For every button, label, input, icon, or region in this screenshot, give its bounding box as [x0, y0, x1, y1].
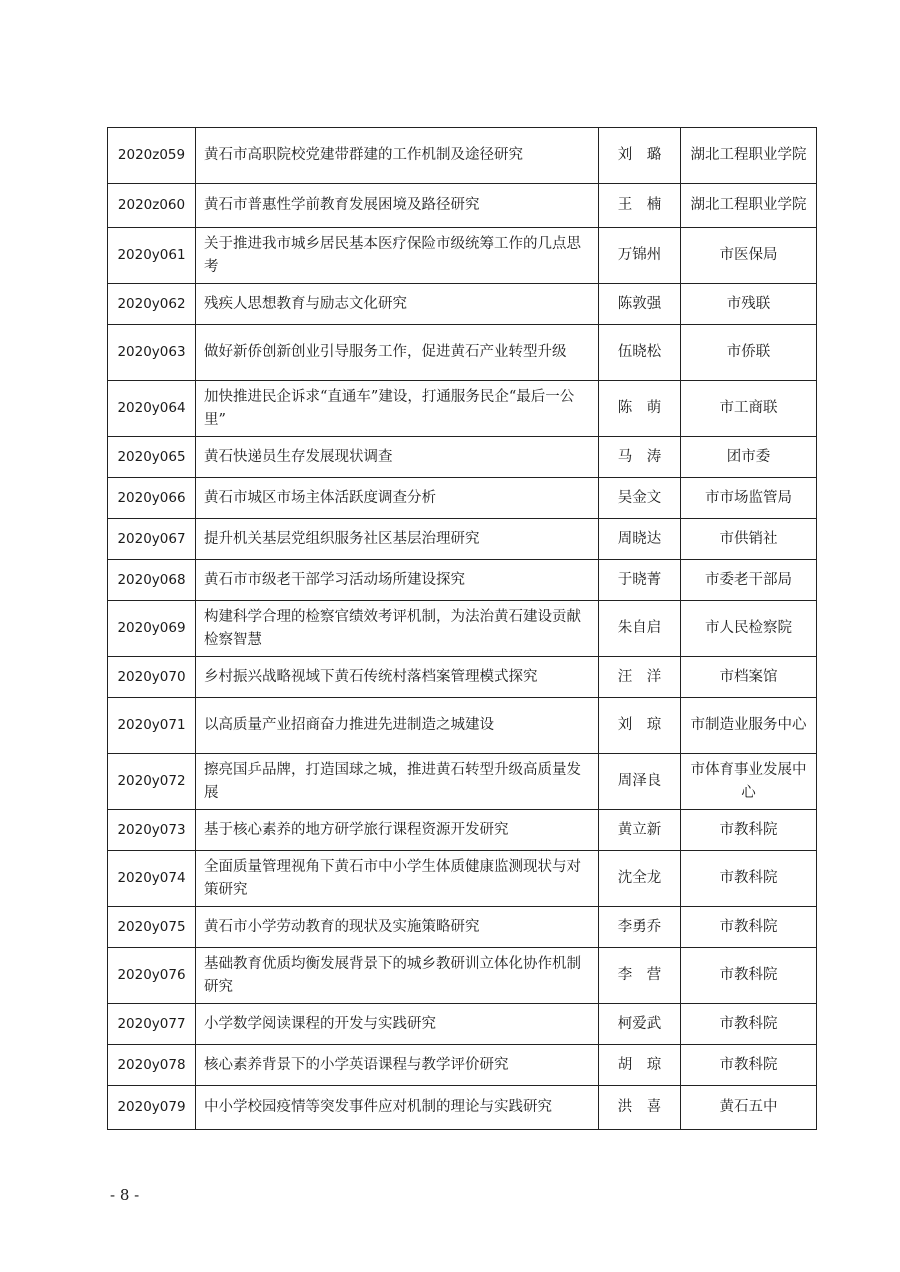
- table-row: [108, 478, 817, 519]
- project-code-cell: 2020z059: [108, 128, 196, 184]
- project-author-cell: 朱自启: [599, 601, 681, 657]
- project-unit-cell: 市教科院: [681, 851, 817, 907]
- table-body: [108, 128, 817, 1130]
- project-title-cell: 擦亮国乒品牌，打造国球之城，推进黄石转型升级高质量发展: [196, 754, 599, 810]
- project-unit-cell: 市人民检察院: [681, 601, 817, 657]
- project-title-cell: 做好新侨创新创业引导服务工作，促进黄石产业转型升级: [196, 325, 599, 381]
- project-author-cell: 周晓达: [599, 519, 681, 560]
- table-row: [108, 851, 817, 907]
- project-title-cell: 加快推进民企诉求“直通车”建设，打通服务民企“最后一公里”: [196, 381, 599, 437]
- project-author-cell: 胡 琼: [599, 1045, 681, 1086]
- project-unit-cell: 市市场监管局: [681, 478, 817, 519]
- project-table: [107, 127, 817, 1130]
- project-unit-cell: 湖北工程职业学院: [681, 128, 817, 184]
- project-unit-cell: 市教科院: [681, 1045, 817, 1086]
- project-title-cell: 黄石市小学劳动教育的现状及实施策略研究: [196, 907, 599, 948]
- project-code-cell: 2020y068: [108, 560, 196, 601]
- project-unit-cell: 市工商联: [681, 381, 817, 437]
- project-author-cell: 刘 琼: [599, 698, 681, 754]
- project-author-cell: 伍晓松: [599, 325, 681, 381]
- project-title-cell: 核心素养背景下的小学英语课程与教学评价研究: [196, 1045, 599, 1086]
- table-row: [108, 519, 817, 560]
- table-row: [108, 1045, 817, 1086]
- project-code-cell: 2020y070: [108, 657, 196, 698]
- project-title-cell: 基础教育优质均衡发展背景下的城乡教研训立体化协作机制研究: [196, 948, 599, 1004]
- project-code-cell: 2020y075: [108, 907, 196, 948]
- project-title-cell: 黄石市普惠性学前教育发展困境及路径研究: [196, 184, 599, 228]
- project-author-cell: 李勇乔: [599, 907, 681, 948]
- table-row: [108, 1004, 817, 1045]
- project-code-cell: 2020y065: [108, 437, 196, 478]
- table-row: [108, 560, 817, 601]
- project-code-cell: 2020y071: [108, 698, 196, 754]
- project-author-cell: 刘 璐: [599, 128, 681, 184]
- project-author-cell: 汪 洋: [599, 657, 681, 698]
- project-title-cell: 关于推进我市城乡居民基本医疗保险市级统筹工作的几点思考: [196, 228, 599, 284]
- project-unit-cell: 市档案馆: [681, 657, 817, 698]
- table-row: [108, 128, 817, 184]
- table-row: [108, 228, 817, 284]
- project-code-cell: 2020y078: [108, 1045, 196, 1086]
- project-title-cell: 提升机关基层党组织服务社区基层治理研究: [196, 519, 599, 560]
- project-title-cell: 中小学校园疫情等突发事件应对机制的理论与实践研究: [196, 1086, 599, 1130]
- project-code-cell: 2020y061: [108, 228, 196, 284]
- project-title-cell: 构建科学合理的检察官绩效考评机制，为法治黄石建设贡献检察智慧: [196, 601, 599, 657]
- table-row: [108, 325, 817, 381]
- project-code-cell: 2020y076: [108, 948, 196, 1004]
- project-unit-cell: 市教科院: [681, 907, 817, 948]
- project-unit-cell: 市制造业服务中心: [681, 698, 817, 754]
- project-author-cell: 王 楠: [599, 184, 681, 228]
- project-unit-cell: 黄石五中: [681, 1086, 817, 1130]
- project-code-cell: 2020y079: [108, 1086, 196, 1130]
- table-row: [108, 284, 817, 325]
- project-author-cell: 陈敦强: [599, 284, 681, 325]
- project-title-cell: 黄石市市级老干部学习活动场所建设探究: [196, 560, 599, 601]
- project-unit-cell: 团市委: [681, 437, 817, 478]
- project-code-cell: 2020y066: [108, 478, 196, 519]
- project-unit-cell: 市体育事业发展中心: [681, 754, 817, 810]
- project-author-cell: 周泽良: [599, 754, 681, 810]
- project-code-cell: 2020y062: [108, 284, 196, 325]
- project-title-cell: 全面质量管理视角下黄石市中小学生体质健康监测现状与对策研究: [196, 851, 599, 907]
- project-code-cell: 2020y069: [108, 601, 196, 657]
- project-unit-cell: 市教科院: [681, 948, 817, 1004]
- project-author-cell: 黄立新: [599, 810, 681, 851]
- project-title-cell: 基于核心素养的地方研学旅行课程资源开发研究: [196, 810, 599, 851]
- project-title-cell: 小学数学阅读课程的开发与实践研究: [196, 1004, 599, 1045]
- project-author-cell: 万锦州: [599, 228, 681, 284]
- project-title-cell: 黄石市城区市场主体活跃度调查分析: [196, 478, 599, 519]
- project-author-cell: 吴金文: [599, 478, 681, 519]
- project-unit-cell: 市残联: [681, 284, 817, 325]
- project-code-cell: 2020y072: [108, 754, 196, 810]
- project-unit-cell: 市教科院: [681, 1004, 817, 1045]
- project-code-cell: 2020y073: [108, 810, 196, 851]
- project-unit-cell: 市教科院: [681, 810, 817, 851]
- table-row: [108, 1086, 817, 1130]
- project-unit-cell: 市供销社: [681, 519, 817, 560]
- project-author-cell: 洪 喜: [599, 1086, 681, 1130]
- table-row: [108, 601, 817, 657]
- project-title-cell: 黄石快递员生存发展现状调查: [196, 437, 599, 478]
- project-author-cell: 李 营: [599, 948, 681, 1004]
- project-unit-cell: 市侨联: [681, 325, 817, 381]
- project-title-cell: 乡村振兴战略视域下黄石传统村落档案管理模式探究: [196, 657, 599, 698]
- table-row: [108, 754, 817, 810]
- project-author-cell: 陈 萌: [599, 381, 681, 437]
- project-code-cell: 2020z060: [108, 184, 196, 228]
- project-unit-cell: 市委老干部局: [681, 560, 817, 601]
- project-title-cell: 黄石市高职院校党建带群建的工作机制及途径研究: [196, 128, 599, 184]
- project-author-cell: 马 涛: [599, 437, 681, 478]
- table-row: [108, 381, 817, 437]
- project-unit-cell: 湖北工程职业学院: [681, 184, 817, 228]
- table-row: [108, 948, 817, 1004]
- project-author-cell: 于晓菁: [599, 560, 681, 601]
- project-code-cell: 2020y077: [108, 1004, 196, 1045]
- project-title-cell: 残疾人思想教育与励志文化研究: [196, 284, 599, 325]
- project-title-cell: 以高质量产业招商奋力推进先进制造之城建设: [196, 698, 599, 754]
- project-author-cell: 沈全龙: [599, 851, 681, 907]
- table-row: [108, 184, 817, 228]
- table-row: [108, 810, 817, 851]
- project-code-cell: 2020y064: [108, 381, 196, 437]
- table-row: [108, 698, 817, 754]
- project-author-cell: 柯爱武: [599, 1004, 681, 1045]
- page-number: - 8 -: [110, 1186, 140, 1204]
- project-code-cell: 2020y063: [108, 325, 196, 381]
- table-row: [108, 657, 817, 698]
- project-code-cell: 2020y067: [108, 519, 196, 560]
- project-unit-cell: 市医保局: [681, 228, 817, 284]
- project-code-cell: 2020y074: [108, 851, 196, 907]
- table-row: [108, 907, 817, 948]
- table-row: [108, 437, 817, 478]
